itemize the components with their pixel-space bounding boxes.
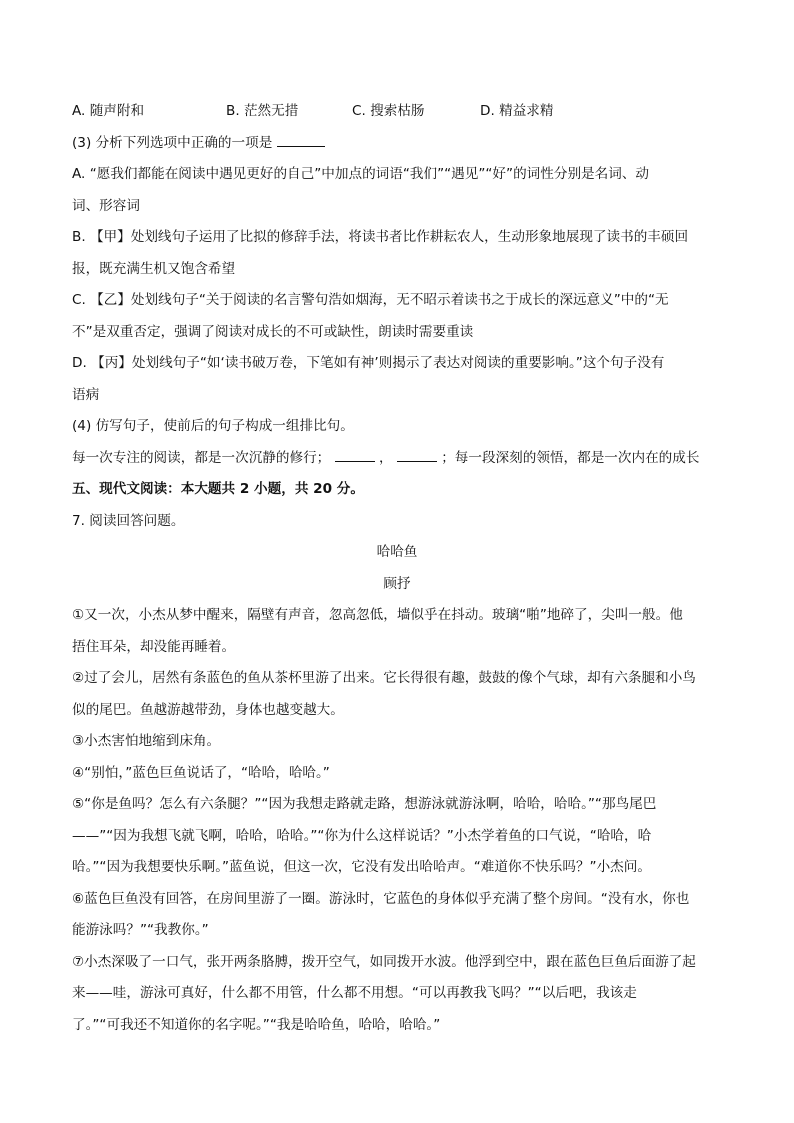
option-d: D. 精益求精 xyxy=(480,103,554,119)
article-line: 哈。”“因为我想要快乐啊。”蓝鱼说，但这一次，它没有发出哈哈声。“难道你不快乐吗？”小杰问。 xyxy=(72,859,651,875)
q3-stem xyxy=(72,128,722,160)
q3-option-a-line1: A. “愿我们都能在阅读中遇见更好的自己”中加点的词语“我们”“遇见”“好”的词性分别是名词、动 xyxy=(72,166,650,182)
q3-option-a-line2: 词、形容词 xyxy=(72,197,140,214)
article-line: ⑤“你是鱼吗？怎么有六条腿？”“因为我想走路就走路，想游泳就游泳啊，哈哈，哈哈。”“那鸟尾巴 xyxy=(72,796,657,812)
q2-options xyxy=(72,96,722,128)
q3-option-d-line2: 语病 xyxy=(72,386,100,403)
q3-stem-text: (3) 分析下列选项中正确的一项是 xyxy=(72,134,273,151)
q4-sentence xyxy=(72,443,722,475)
article-line: 来——哇，游泳可真好，什么都不用管，什么都不用想。“可以再教我飞吗？”“以后吧，我该走 xyxy=(72,985,637,1001)
q3-option-c-line1: C. 【乙】处划线句子“关于阅读的名言警句浩如烟海，无不昭示着读书之于成长的深远意义”中的“无 xyxy=(72,292,669,308)
article-title: 哈哈鱼 xyxy=(376,544,418,560)
answer-blank xyxy=(277,132,325,147)
q4-after: ；每一段深刻的领悟，都是一次内在的成长 xyxy=(441,449,700,466)
article-line: 似的尾巴。鱼越游越带劲，身体也越变越大。 xyxy=(72,701,344,718)
article-line: ⑦小杰深吸了一口气，张开两条胳膊，拨开空气，如同拨开水波。他浮到空中，跟在蓝色巨鱼后面游了起 xyxy=(72,953,696,970)
q4-blank-1 xyxy=(335,447,375,462)
section-heading: 五、现代文阅读：本大题共 2 小题，共 20 分。 xyxy=(72,481,364,497)
option-a: A. 随声附和 xyxy=(72,103,145,119)
q7-stem: 7. 阅读回答问题。 xyxy=(72,512,185,529)
article-line: ②过了会儿，居然有条蓝色的鱼从茶杯里游了出来。它长得很有趣，鼓鼓的像个气球，却有六条腿和小鸟 xyxy=(72,670,696,686)
q3-option-b-line1: B. 【甲】处划线句子运用了比拟的修辞手法，将读书者比作耕耘农人，生动形象地展现了读书的丰硕回 xyxy=(72,229,689,245)
q4-stem: (4) 仿写句子，使前后的句子构成一组排比句。 xyxy=(72,418,354,434)
q3-option-b-line2: 报，既充满生机又饱含希望 xyxy=(72,260,236,277)
option-b: B. 茫然无措 xyxy=(226,103,299,119)
q4-mid: ， xyxy=(378,449,393,466)
article-line: ③小杰害怕地缩到床角。 xyxy=(72,733,221,749)
article-body xyxy=(72,600,722,1041)
q3-option-d-line1: D. 【丙】处划线句子“如‘读书破万卷，下笔如有神’则揭示了表达对阅读的重要影响。”这个句子没有 xyxy=(72,355,665,371)
article-line: ④“别怕，”蓝色巨鱼说话了，“哈哈，哈哈。” xyxy=(72,764,330,781)
option-c: C. 搜索枯肠 xyxy=(352,103,425,119)
article-line: ①又一次，小杰从梦中醒来，隔壁有声音，忽高忽低，墙似乎在抖动。玻璃“啪”地碎了，尖叫一般。他 xyxy=(72,607,683,623)
article-line: ——”“因为我想飞就飞啊，哈哈，哈哈。”“你为什么这样说话？”小杰学着鱼的口气说，“哈哈，哈 xyxy=(72,827,652,844)
article-line: 了。”“可我还不知道你的名字呢。”“我是哈哈鱼，哈哈，哈哈。” xyxy=(72,1016,441,1033)
article-author: 顾抒 xyxy=(383,575,411,592)
q4-blank-2 xyxy=(397,447,437,462)
document-page xyxy=(72,96,722,1041)
article-line: 捂住耳朵，却没能再睡着。 xyxy=(72,638,236,655)
article-line: ⑥蓝色巨鱼没有回答，在房间里游了一圈。游泳时，它蓝色的身体似乎充满了整个房间。“没有水，你也 xyxy=(72,890,690,907)
article-line: 能游泳吗？”“我教你。” xyxy=(72,922,209,938)
q4-before: 每一次专注的阅读，都是一次沉静的修行； xyxy=(72,449,331,466)
q3-option-c-line2: 不”是双重否定，强调了阅读对成长的不可或缺性，朗读时需要重读 xyxy=(72,323,474,340)
